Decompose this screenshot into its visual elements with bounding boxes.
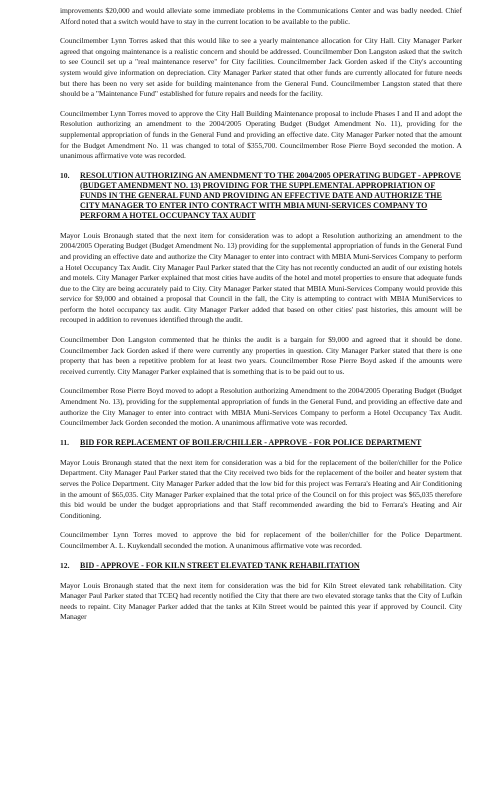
section-12-paragraph-1: Mayor Louis Bronaugh stated that the next item for consideration was the bid for Kiln Street elevated tank rehabilitation. City Manager Paul Parker stated that TCEQ had recently notified the City that there are two elevated storage tanks that the City of Lufkin needs to repaint. City Manager Parker added that the tanks at Kiln Street would be painted this year if approved by Council. City Manager	[60, 580, 462, 622]
section-12	[60, 561, 462, 580]
section-heading: BID - APPROVE - FOR KILN STREET ELEVATED TANK REHABILITATION	[80, 560, 360, 570]
section-10-paragraph-3: Councilmember Rose Pierre Boyd moved to adopt a Resolution authorizing Amendment to the 2004/2005 Operating Budget (Budget Amendment No. 13), providing for the supplemental appropriation of funds in the General Fund, and providing an effective date and authorize the City Manager to enter into contract with MBIA Muni-Services Company to perform a Hotel Occupancy Tax Audit. Councilmember Jack Gorden seconded the motion. A unanimous affirmative vote was recorded.	[60, 386, 462, 428]
paragraph-top: improvements $20,000 and would alleviate some immediate problems in the Communications Center and was badly needed. Chief Alford noted that a switch would have to stay in the current location to be available to the public.	[60, 6, 462, 26]
paragraph-motion-maintenance: Councilmember Lynn Torres moved to approve the City Hall Building Maintenance proposal to include Phases I and II and adopt the Resolution authorizing an amendment to the 2004/2005 Operating Budget (Budget Amendment No. 11), providing for the supplemental appropriation of funds in the General Fund and providing an effective date. City Manager Parker noted that the amount for the Budget Amendment No. 11 was changed to total of $355,700. Councilmember Rose Pierre Boyd seconded the motion. A unanimous affirmative vote was recorded.	[60, 108, 462, 161]
section-number: 12.	[60, 560, 70, 570]
section-11-paragraph-2: Councilmember Lynn Torres moved to approve the bid for replacement of the boiler/chiller for the Police Department. Councilmember A. L. Kuykendall seconded the motion. A unanimous affirmative vote was recorded.	[60, 530, 462, 550]
section-number: 11.	[60, 437, 70, 447]
section-heading: BID FOR REPLACEMENT OF BOILER/CHILLER - APPROVE - FOR POLICE DEPARTMENT	[80, 437, 422, 447]
section-11	[60, 438, 462, 457]
paragraph-maintenance: Councilmember Lynn Torres asked that this would like to see a yearly maintenance allocation for City Hall. City Manager Parker agreed that ongoing maintenance is a realistic concern and should be addressed. Councilmember Don Langston asked that the switch to see Council set up a "real maintenance reserve" for City facilities. Councilmember Jack Gorden asked if the City's accounting system would give information on depreciation. City Manager Parker stated that other funds are currently allocated for future needs but there has been no very set aside for building maintenance from the General Fund. Councilmember Langston stated that there should be a "Maintenance Fund" established for future repairs and needs for the facility.	[60, 36, 462, 99]
section-10-paragraph-1: Mayor Louis Bronaugh stated that the next item for consideration was to adopt a Resolution authorizing an amendment to the 2004/2005 Operating Budget (Budget Amendment No. 13) providing for the supplemental appropriation of funds in the General Fund and providing an effective date and authorize the City Manager to enter into contract with MBIA Muni-Services Company to perform a Hotel Occupancy Tax Audit. City Manager Paul Parker stated that the City has not recently conducted an audit of our existing hotels and motels. City Manager Parker explained that most cities have audits of the hotel and motel properties to ensure that adequate funds due to the City are being accurately paid to City. City Manager Parker stated that MBIA Muni-Services Company would provide this service for $9,000 and obtained a proposal that Council in the fall, the City is attempting to contract with MBIA MuniServices to perform the hotel occupancy tax audit. City Manager Parker added that based on other cities' past histories, this amount will be recouped in addition to revenues identified through the audit.	[60, 230, 462, 325]
section-number: 10.	[60, 170, 70, 180]
section-11-paragraph-1: Mayor Louis Bronaugh stated that the next item for consideration was a bid for the replacement of the boiler/chiller for the Police Department. City Manager Paul Parker stated that the City received two bids for the replacement of the boiler and heater system that serves the Police Department. City Manager Parker added that the low bid for this project was Ferrara's Heating and Air Conditioning in the amount of $65,035. City Manager Parker explained that the total price of the Council on for this project was $65,035 therefore this bid would be under the budget appropriations and that Staff recommended awarding the bid to Ferrara's Heating and Air Conditioning.	[60, 457, 462, 520]
section-heading: RESOLUTION AUTHORIZING AN AMENDMENT TO THE 2004/2005 OPERATING BUDGET - APPROVE (BUDGET AMENDMENT NO. 13) PROVIDING FOR THE SUPPLEMENTAL APPROPRIATION OF FUNDS IN THE GENERAL FUND AND PROVIDING AN EFFECTIVE DATE AND AUTHORIZE THE CITY MANAGER TO ENTER INTO CONTRACT WITH MBIA MUNI-SERVICES COMPANY TO PERFORM A HOTEL OCCUPANCY TAX AUDIT	[80, 170, 461, 220]
section-10-paragraph-2: Councilmember Don Langston commented that he thinks the audit is a bargain for $9,000 and agreed that it should be done. Councilmember Jack Gorden asked if there were currently any properties in question. City Manager Parker stated that there is one property that has been a repetitive problem for at least two years. Councilmember Rose Pierre Boyd asked if the amounts were received currently. City Manager Parker explained that is something that is to be paid out to us.	[60, 335, 462, 376]
section-10	[60, 171, 462, 230]
